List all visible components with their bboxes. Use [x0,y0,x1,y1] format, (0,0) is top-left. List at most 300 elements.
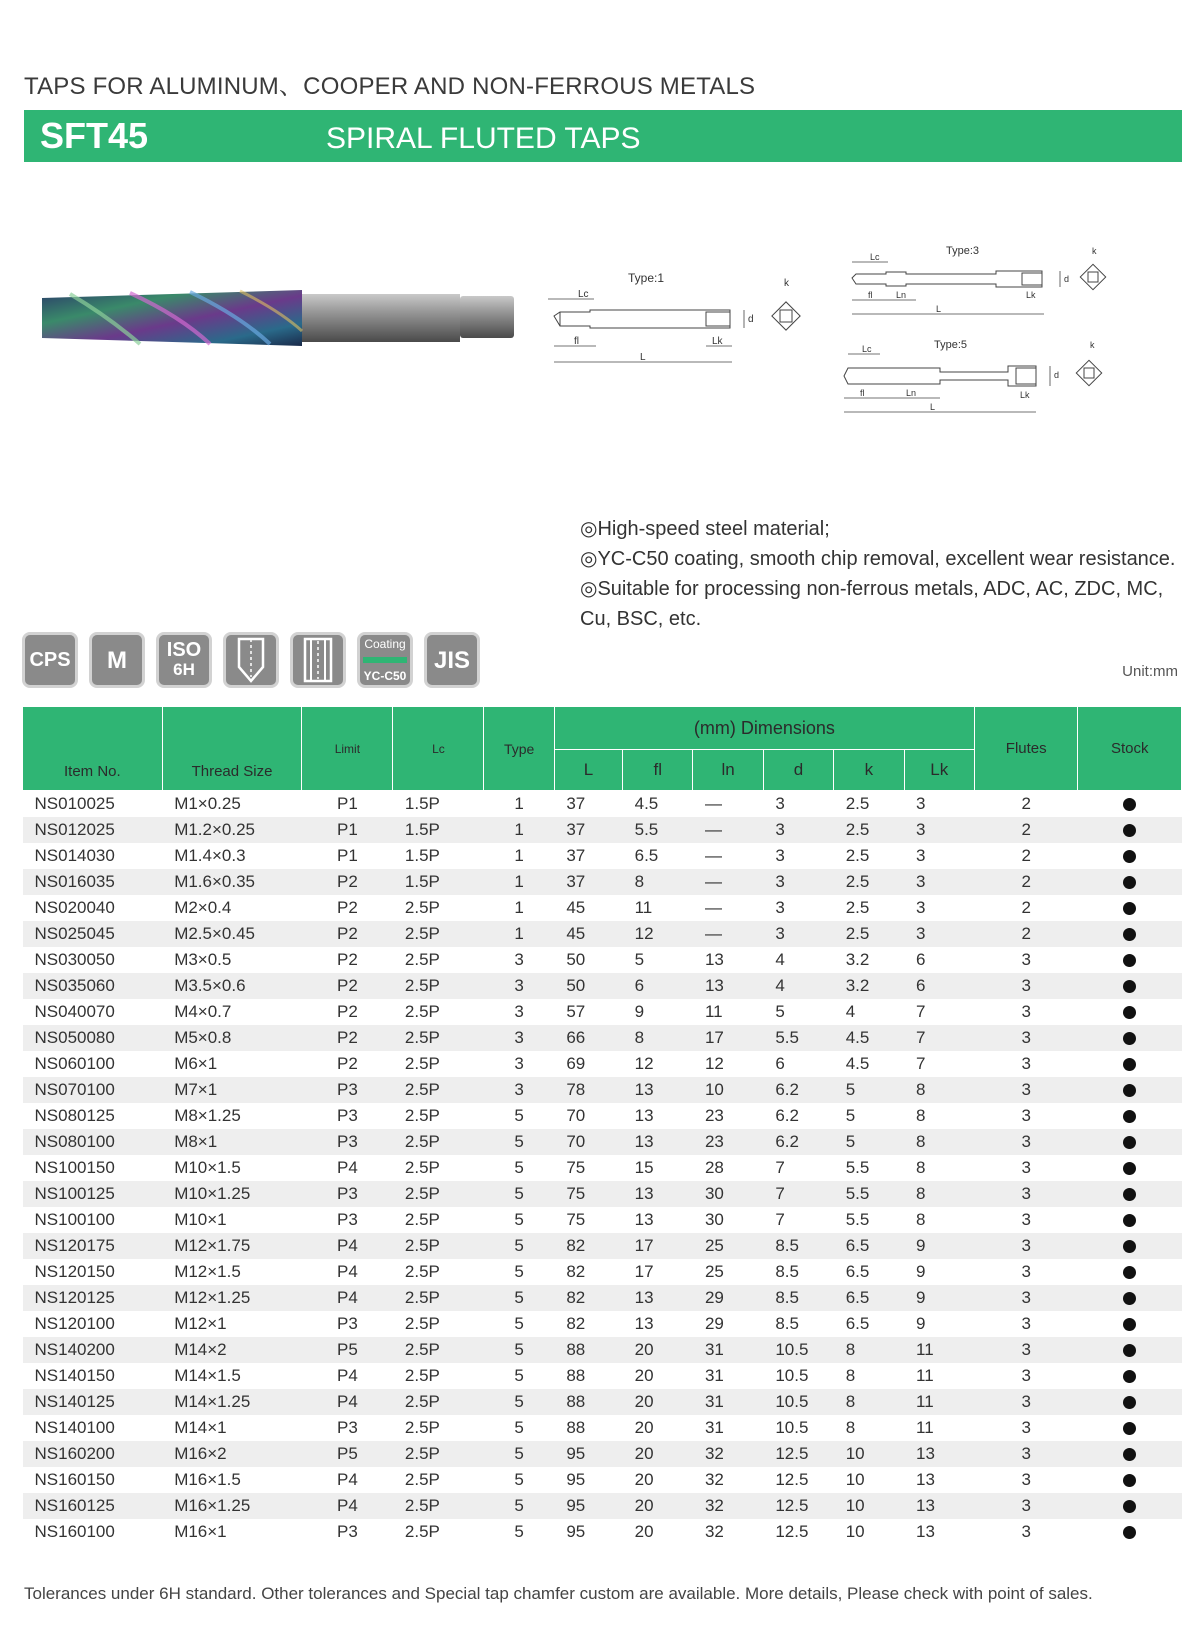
in-stock-dot-icon [1123,1110,1136,1123]
table-cell: NS030050 [34,950,115,969]
svg-text:Ln: Ln [896,290,907,300]
table-cell: 2.5P [404,1002,440,1021]
table-row [23,1077,1182,1103]
stock-cell [1078,1207,1182,1233]
stock-cell [1078,1389,1182,1415]
table-cell: 13 [623,1077,693,1103]
stock-cell [1078,1259,1182,1285]
spec-table [22,706,1182,1545]
table-cell: 6 [916,950,926,969]
table-cell: 37 [566,846,586,865]
table-cell: 5 [514,1158,524,1177]
table-cell: 45 [554,921,622,947]
table-cell: NS120175 [23,1233,163,1259]
table-cell: 2.5P [404,1470,440,1489]
tap-product-image [40,286,516,350]
type5-diagram [840,336,1140,426]
table-cell: 2.5P [404,1262,440,1281]
table-cell: P2 [302,1025,393,1051]
svg-text:d: d [1064,274,1070,284]
spec-badges [22,632,480,688]
stock-cell [1078,999,1182,1025]
table-cell: 5 [834,1129,904,1155]
table-row [23,1181,1182,1207]
col-dimensions: (mm) Dimensions [554,707,974,750]
table-cell: P4 [337,1366,358,1385]
table-cell: 9 [634,1002,645,1021]
table-cell: 3 [974,1285,1077,1311]
stock-cell [1078,947,1182,973]
table-cell: 9 [904,1285,974,1311]
table-cell: 3 [916,898,926,917]
svg-text:L: L [640,352,646,363]
table-cell: 13 [904,1441,974,1467]
table-cell: P2 [302,973,393,999]
table-cell: 3 [763,869,833,895]
table-cell: 1.5P [393,817,484,843]
table-cell: NS020040 [34,898,115,917]
table-cell: P2 [302,921,393,947]
table-cell: 2.5P [393,921,484,947]
table-cell: 6.5 [634,846,659,865]
table-cell: 5 [484,1441,554,1467]
table-row [23,1025,1182,1051]
table-cell: 13 [623,1181,693,1207]
table-row [23,1207,1182,1233]
stock-cell [1078,895,1182,921]
table-cell: M16×2 [162,1441,302,1467]
table-cell: 28 [704,1158,724,1177]
table-cell: 37 [566,794,586,813]
table-cell: 3 [1021,1522,1031,1541]
table-cell: 3 [1021,1210,1031,1229]
col-thread-size: Thread Size [162,707,302,791]
type5-label: Type:5 [934,339,968,351]
table-row [23,1519,1182,1545]
table-cell: P5 [302,1441,393,1467]
table-cell: P2 [337,950,358,969]
table-cell: 3 [1021,950,1031,969]
table-cell: M14×1.25 [162,1389,302,1415]
table-row [23,895,1182,921]
table-cell: 20 [623,1441,693,1467]
in-stock-dot-icon [1123,928,1136,941]
table-cell: NS160100 [34,1522,115,1541]
table-cell: 3 [904,869,974,895]
table-cell: 82 [566,1314,586,1333]
table-row [23,1363,1182,1389]
table-cell: 12 [634,1054,654,1073]
table-cell: 32 [704,1522,724,1541]
table-cell: M10×1 [174,1210,227,1229]
table-cell: 2 [974,921,1077,947]
stock-cell [1078,1285,1182,1311]
table-cell: 23 [693,1129,763,1155]
table-cell: 2.5 [845,846,870,865]
in-stock-dot-icon [1123,876,1136,889]
table-cell: 5 [484,1233,554,1259]
table-cell: 15 [634,1158,654,1177]
table-cell: 1 [514,794,524,813]
table-cell: 29 [704,1314,724,1333]
table-cell: 8.5 [763,1233,833,1259]
stock-cell [1078,921,1182,947]
table-cell: M10×1.5 [174,1158,241,1177]
table-cell: — [693,869,763,895]
table-cell: M2×0.4 [174,898,232,917]
table-cell: P3 [302,1181,393,1207]
table-cell: 1.5P [404,794,440,813]
in-stock-dot-icon [1123,954,1136,967]
table-cell: 3 [974,1441,1077,1467]
table-cell: 12.5 [763,1493,833,1519]
type1-diagram [540,262,830,392]
table-cell: 8.5 [775,1262,799,1281]
in-stock-dot-icon [1123,1084,1136,1097]
table-cell: 78 [554,1077,622,1103]
table-cell: 3 [974,973,1077,999]
table-cell: 5.5 [763,1025,833,1051]
table-cell: M5×0.8 [162,1025,302,1051]
table-cell: 1.5P [404,846,440,865]
stock-cell [1078,1181,1182,1207]
product-name: SPIRAL FLUTED TAPS [326,122,641,155]
table-cell: 32 [693,1441,763,1467]
table-cell: 7 [904,1025,974,1051]
table-row [23,1415,1182,1441]
table-cell: 5.5 [834,1181,904,1207]
table-cell: 13 [916,1522,935,1541]
table-cell: M16×1.25 [162,1493,302,1519]
table-cell: 4.5 [845,1054,870,1073]
in-stock-dot-icon [1123,1058,1136,1071]
table-cell: 8 [916,1158,926,1177]
table-cell: 3 [514,1002,524,1021]
table-cell: NS160125 [23,1493,163,1519]
table-cell: P1 [337,846,358,865]
table-cell: 31 [704,1366,724,1385]
table-cell: P2 [337,898,358,917]
table-cell: 2.5P [393,973,484,999]
through-hole-icon [223,632,279,688]
col-dim-ln: ln [693,750,763,791]
stock-cell [1078,1051,1182,1077]
col-limit: Limit [302,707,393,791]
table-cell: 8 [834,1337,904,1363]
table-cell: NS080125 [34,1106,115,1125]
table-cell: 29 [693,1285,763,1311]
cps-badge: CPS [22,632,78,688]
table-cell: M14×1 [174,1418,227,1437]
table-cell: 75 [566,1210,586,1229]
svg-text:L: L [936,304,942,314]
table-cell: NS100100 [34,1210,115,1229]
table-cell: 13 [916,1470,935,1489]
coating-badge: Coating YC-C50 [357,632,413,688]
table-cell: NS040070 [34,1002,115,1021]
table-cell: 11 [904,1337,974,1363]
table-row [23,921,1182,947]
svg-text:Lc: Lc [578,289,589,300]
table-row [23,1051,1182,1077]
table-cell: 2.5 [834,869,904,895]
table-row [23,1337,1182,1363]
svg-text:k: k [1090,340,1095,350]
table-cell: 2.5P [393,1025,484,1051]
table-cell: NS014030 [34,846,115,865]
table-cell: 30 [693,1181,763,1207]
table-cell: — [693,817,763,843]
table-row [23,1129,1182,1155]
col-dim-k: k [834,750,904,791]
table-row [23,1389,1182,1415]
table-cell: 6.5 [845,1314,870,1333]
table-cell: 4.5 [834,1025,904,1051]
stock-cell [1078,1337,1182,1363]
table-cell: 30 [704,1210,724,1229]
table-cell: 25 [693,1233,763,1259]
table-cell: 5 [514,1314,524,1333]
table-cell: 3.2 [845,950,870,969]
table-row [23,973,1182,999]
table-cell: 3 [1021,1158,1031,1177]
in-stock-dot-icon [1123,1370,1136,1383]
in-stock-dot-icon [1123,798,1136,811]
table-cell: 3.2 [834,973,904,999]
table-cell: 31 [704,1418,724,1437]
svg-text:Ln: Ln [906,388,917,398]
col-dim-l: L [554,750,622,791]
table-cell: 9 [916,1262,926,1281]
feature-list [580,514,1180,634]
table-cell: 11 [916,1418,934,1437]
svg-text:fl: fl [860,388,865,398]
table-cell: 3 [974,1493,1077,1519]
table-cell: P3 [337,1314,358,1333]
table-cell: 20 [634,1470,654,1489]
table-cell: 13 [704,950,724,969]
in-stock-dot-icon [1123,1006,1136,1019]
table-cell: 95 [566,1470,586,1489]
table-cell: NS100125 [23,1181,163,1207]
table-cell: 5.5 [845,1210,870,1229]
table-cell: M12×1.25 [162,1285,302,1311]
svg-text:Lk: Lk [1026,290,1036,300]
table-cell: 10.5 [763,1389,833,1415]
table-cell: 13 [693,973,763,999]
table-cell: NS120150 [34,1262,115,1281]
svg-text:fl: fl [574,336,579,347]
table-cell: 3 [916,846,926,865]
in-stock-dot-icon [1123,1526,1136,1539]
table-cell: M12×1.5 [174,1262,241,1281]
table-row [23,843,1182,869]
table-cell: 12.5 [763,1441,833,1467]
table-cell: 2.5P [404,1522,440,1541]
table-cell: 20 [634,1418,654,1437]
table-cell: 6 [623,973,693,999]
in-stock-dot-icon [1123,980,1136,993]
svg-text:Lk: Lk [712,336,723,347]
table-cell: M8×1.25 [174,1106,241,1125]
table-cell: 5 [484,1129,554,1155]
table-cell: M4×0.7 [174,1002,232,1021]
table-cell: 45 [566,898,586,917]
table-cell: 5 [484,1389,554,1415]
in-stock-dot-icon [1123,1162,1136,1175]
table-cell: 4 [845,1002,856,1021]
table-cell: 3 [1021,1470,1031,1489]
table-cell: 5 [775,1002,785,1021]
table-cell: 12 [623,921,693,947]
table-cell: 10.5 [775,1366,809,1385]
table-cell: P3 [337,1522,358,1541]
table-cell: 70 [566,1106,586,1125]
table-cell: NS120100 [34,1314,115,1333]
table-cell: 7 [775,1158,785,1177]
table-cell: 5 [834,1077,904,1103]
table-cell: 2.5P [404,1106,440,1125]
stock-cell [1078,817,1182,843]
footer-note: Tolerances under 6H standard. Other tolerances and Special tap chamfer custom are available. More details, Please check with point of sales. [24,1584,1093,1603]
table-cell: 3 [916,794,926,813]
table-cell: 37 [554,869,622,895]
table-cell: 17 [634,1262,654,1281]
table-cell: 20 [634,1366,654,1385]
table-cell: 11 [634,898,653,917]
table-cell: NS010025 [34,794,115,813]
table-cell: NS050080 [23,1025,163,1051]
table-cell: 2.5P [393,1181,484,1207]
table-row [23,1311,1182,1337]
table-cell: 5 [484,1285,554,1311]
table-cell: 20 [623,1493,693,1519]
table-cell: 23 [704,1106,724,1125]
table-row [23,999,1182,1025]
stock-cell [1078,1467,1182,1493]
type3-diagram [846,244,1136,324]
table-cell: 5 [514,1470,524,1489]
table-cell: P4 [302,1233,393,1259]
in-stock-dot-icon [1123,1422,1136,1435]
unit-label: Unit:mm [1122,663,1178,680]
table-cell: 5 [514,1210,524,1229]
table-cell: NS120125 [23,1285,163,1311]
table-cell: 66 [554,1025,622,1051]
table-cell: 7 [775,1210,785,1229]
table-cell: 3 [1021,1418,1031,1437]
in-stock-dot-icon [1123,850,1136,863]
table-cell: 13 [623,1129,693,1155]
table-cell: 1 [484,817,554,843]
table-cell: 10 [845,1522,865,1541]
table-cell: 50 [566,950,586,969]
svg-text:d: d [1054,370,1060,380]
table-cell: 2.5P [393,1389,484,1415]
table-cell: 3 [974,1077,1077,1103]
in-stock-dot-icon [1123,824,1136,837]
table-cell: M16×1 [174,1522,227,1541]
table-cell: P4 [302,1389,393,1415]
table-cell: 3 [974,1337,1077,1363]
table-cell: 10 [845,1470,865,1489]
table-cell: 7 [916,1054,926,1073]
table-cell: 3 [763,921,833,947]
table-cell: M3.5×0.6 [162,973,302,999]
table-cell: 8 [623,869,693,895]
iso-6h-badge: ISO 6H [156,632,212,688]
table-cell: 69 [566,1054,586,1073]
table-cell: 10.5 [775,1418,809,1437]
in-stock-dot-icon [1123,1318,1136,1331]
svg-text:k: k [784,278,789,289]
table-cell: 2 [1021,898,1031,917]
table-cell: P4 [337,1262,358,1281]
table-cell: P3 [302,1077,393,1103]
table-cell: 3 [904,817,974,843]
table-row [23,791,1182,818]
table-cell: 2.5P [404,1210,440,1229]
table-cell: 2.5P [404,1366,440,1385]
table-cell: 5 [514,1106,524,1125]
table-cell: P2 [302,869,393,895]
table-cell: P4 [302,1493,393,1519]
table-cell: NS140200 [23,1337,163,1363]
table-cell: 17 [693,1025,763,1051]
table-cell: 8.5 [763,1285,833,1311]
table-row [23,1259,1182,1285]
table-cell: M12×1.75 [162,1233,302,1259]
col-flutes: Flutes [974,707,1077,791]
product-code: SFT45 [40,115,149,156]
svg-text:Lc: Lc [862,344,872,354]
table-cell: 3 [974,1025,1077,1051]
table-cell: 6.2 [763,1129,833,1155]
table-cell: P2 [337,1002,358,1021]
table-cell: 2.5P [393,1337,484,1363]
table-cell: 75 [566,1158,586,1177]
table-cell: 32 [693,1493,763,1519]
table-cell: 6.5 [834,1233,904,1259]
table-cell: 88 [554,1337,622,1363]
in-stock-dot-icon [1123,1292,1136,1305]
table-row [23,1233,1182,1259]
table-cell: 17 [623,1233,693,1259]
table-cell: 8 [845,1366,856,1385]
table-cell: 5 [484,1181,554,1207]
feature-item: ◎High-speed steel material; [580,518,830,540]
table-cell: 2.5P [393,1441,484,1467]
table-cell: 2 [974,817,1077,843]
table-row [23,1103,1182,1129]
table-cell: 82 [554,1233,622,1259]
table-cell: M3×0.5 [174,950,232,969]
table-cell: 8 [916,1106,926,1125]
table-cell: 3 [775,898,785,917]
table-cell: NS025045 [23,921,163,947]
table-cell: — [704,846,722,865]
table-cell: P3 [337,1210,358,1229]
table-cell: 3 [775,794,785,813]
svg-text:fl: fl [868,290,873,300]
stock-cell [1078,973,1182,999]
col-type: Type [484,707,554,791]
table-cell: 2.5 [845,898,870,917]
table-cell: 88 [566,1366,586,1385]
table-cell: 2.5P [393,1285,484,1311]
table-cell: 7 [763,1181,833,1207]
table-cell: 2.5P [404,1054,440,1073]
